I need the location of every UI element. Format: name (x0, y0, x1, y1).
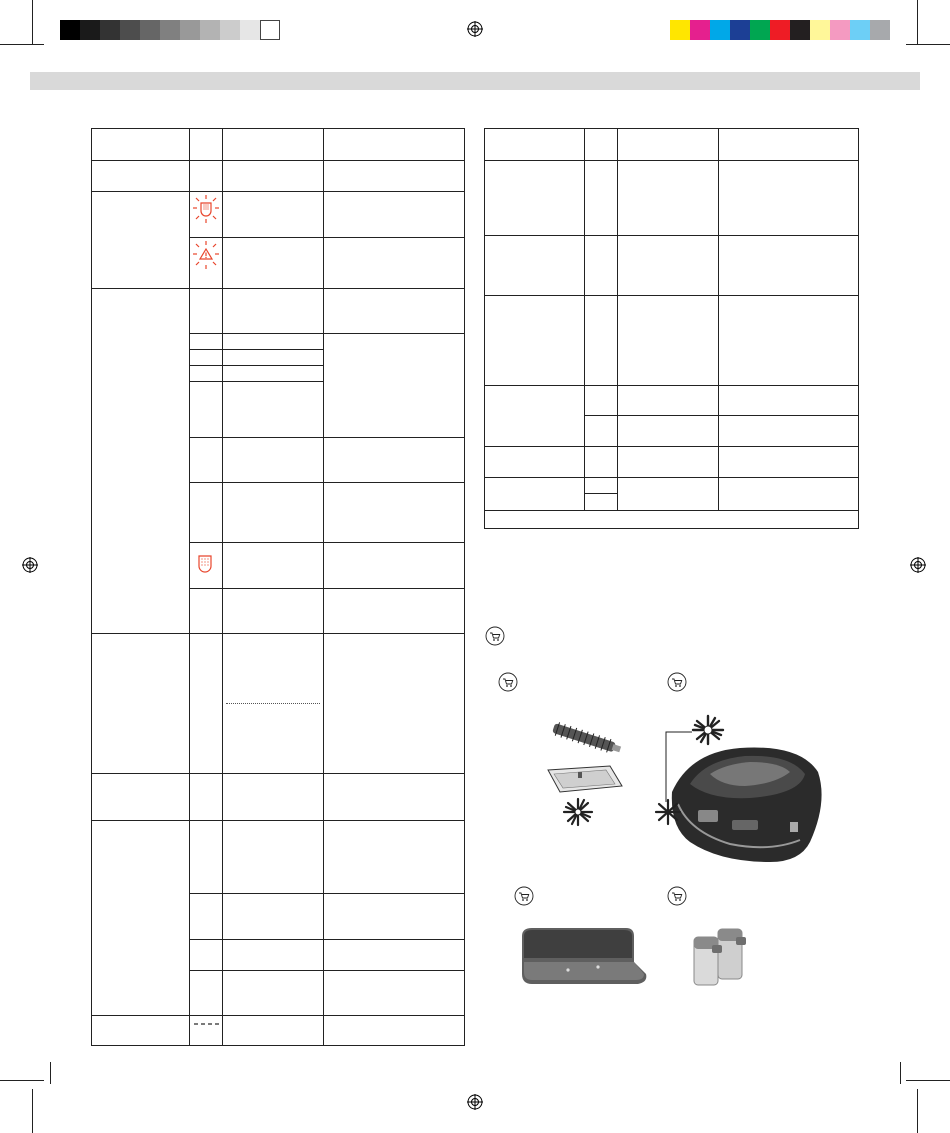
dash-indicator-icon (193, 1021, 220, 1027)
grayscale-swatch (240, 20, 260, 40)
process-swatch (690, 20, 710, 40)
cart-icon (667, 886, 687, 906)
grayscale-swatch (160, 20, 180, 40)
robot-vacuum-illustration (650, 712, 830, 870)
header-bar (30, 72, 920, 90)
dustbin-icon (196, 553, 214, 575)
process-swatch (790, 20, 810, 40)
cart-icon (485, 626, 505, 646)
dustbin-blink-icon (192, 194, 220, 224)
process-swatch (750, 20, 770, 40)
process-swatch (830, 20, 850, 40)
process-swatch (810, 20, 830, 40)
warning-blink-icon (192, 240, 220, 270)
process-swatch (710, 20, 730, 40)
registration-mark-icon (467, 1094, 483, 1110)
grayscale-swatch (60, 20, 80, 40)
process-swatch (870, 20, 890, 40)
registration-mark-icon (22, 557, 38, 573)
grayscale-swatch (100, 20, 120, 40)
brush-filter-kit-illustration (540, 720, 630, 830)
grayscale-swatch (80, 20, 100, 40)
cart-icon (667, 672, 687, 692)
cart-icon (514, 886, 534, 906)
process-swatch (850, 20, 870, 40)
grayscale-swatch (200, 20, 220, 40)
grayscale-swatch (220, 20, 240, 40)
dotted-divider (226, 703, 320, 704)
grayscale-swatch (140, 20, 160, 40)
process-swatch (670, 20, 690, 40)
process-swatch (730, 20, 750, 40)
grayscale-swatch (260, 20, 280, 40)
batteries-illustration (690, 925, 752, 987)
registration-mark-icon (910, 557, 926, 573)
cart-icon (498, 672, 518, 692)
charging-base-illustration (518, 922, 650, 990)
registration-mark-icon (467, 21, 483, 37)
grayscale-swatch (120, 20, 140, 40)
process-swatch (770, 20, 790, 40)
grayscale-swatch (180, 20, 200, 40)
